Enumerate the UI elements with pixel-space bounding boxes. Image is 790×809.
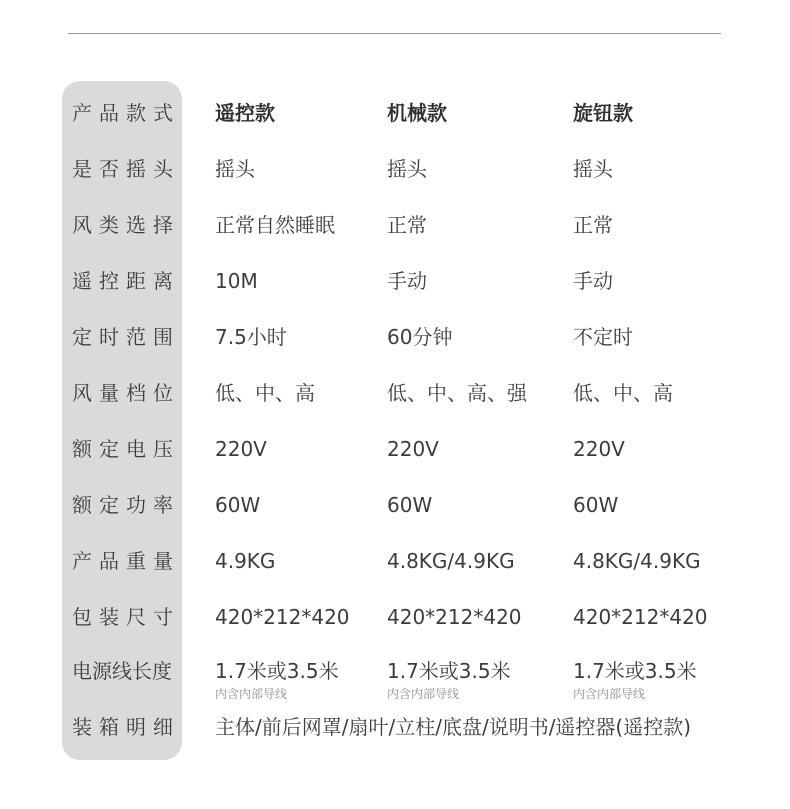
cell-remote-distance-remote: 10M — [215, 269, 258, 293]
cell-rated-voltage-knob: 220V — [573, 437, 625, 461]
column-header-mechanical: 机械款 — [387, 101, 447, 125]
note-cord-knob: 内含内部导线 — [573, 687, 646, 701]
cell-product-weight-mechanical: 4.8KG/4.9KG — [387, 549, 515, 573]
row-label-rated-power: 额定功率 — [72, 493, 180, 517]
cell-rated-voltage-mechanical: 220V — [387, 437, 439, 461]
cell-wind-type-mechanical: 正常 — [387, 213, 427, 237]
cell-rated-power-mechanical: 60W — [387, 493, 433, 517]
cell-package-size-knob: 420*212*420 — [573, 605, 708, 629]
cell-oscillation-mechanical: 摇头 — [387, 157, 427, 181]
cell-package-size-remote: 420*212*420 — [215, 605, 350, 629]
row-label-model: 产品款式 — [72, 101, 180, 125]
row-label-timer-range: 定时范围 — [72, 325, 180, 349]
row-label-wind-type: 风类选择 — [72, 213, 180, 237]
row-label-rated-voltage: 额定电压 — [72, 437, 180, 461]
column-header-knob: 旋钮款 — [573, 101, 633, 125]
row-label-package-size: 包装尺寸 — [72, 605, 180, 629]
cell-rated-voltage-remote: 220V — [215, 437, 267, 461]
cell-timer-range-remote: 7.5小时 — [215, 325, 287, 349]
cell-product-weight-knob: 4.8KG/4.9KG — [573, 549, 701, 573]
cell-cord-length-knob: 1.7米或3.5米 — [573, 659, 697, 683]
cell-rated-power-remote: 60W — [215, 493, 261, 517]
cell-speed-levels-knob: 低、中、高 — [573, 381, 673, 405]
note-cord-mechanical: 内含内部导线 — [387, 687, 460, 701]
cell-cord-length-remote: 1.7米或3.5米 — [215, 659, 339, 683]
row-label-oscillation: 是否摇头 — [72, 157, 180, 181]
cell-wind-type-knob: 正常 — [573, 213, 613, 237]
cell-wind-type-remote: 正常自然睡眠 — [215, 213, 335, 237]
row-label-speed-levels: 风量档位 — [72, 381, 180, 405]
cell-product-weight-remote: 4.9KG — [215, 549, 276, 573]
cell-remote-distance-mechanical: 手动 — [387, 269, 427, 293]
row-label-product-weight: 产品重量 — [72, 549, 180, 573]
cell-rated-power-knob: 60W — [573, 493, 619, 517]
row-label-cord-length: 电源线长度 — [72, 659, 172, 683]
column-header-remote: 遥控款 — [215, 101, 275, 125]
note-cord-remote: 内含内部导线 — [215, 687, 288, 701]
cell-speed-levels-mechanical: 低、中、高、强 — [387, 381, 527, 405]
cell-timer-range-mechanical: 60分钟 — [387, 325, 453, 349]
row-label-remote-distance: 遥控距离 — [72, 269, 180, 293]
cell-oscillation-remote: 摇头 — [215, 157, 255, 181]
cell-oscillation-knob: 摇头 — [573, 157, 613, 181]
cell-packing-list: 主体/前后网罩/扇叶/立柱/底盘/说明书/遥控器(遥控款) — [215, 715, 692, 739]
cell-cord-length-mechanical: 1.7米或3.5米 — [387, 659, 511, 683]
cell-speed-levels-remote: 低、中、高 — [215, 381, 315, 405]
cell-remote-distance-knob: 手动 — [573, 269, 613, 293]
cell-timer-range-knob: 不定时 — [573, 325, 633, 349]
top-divider — [68, 33, 721, 34]
row-label-packing-list: 装箱明细 — [72, 715, 180, 739]
cell-package-size-mechanical: 420*212*420 — [387, 605, 522, 629]
